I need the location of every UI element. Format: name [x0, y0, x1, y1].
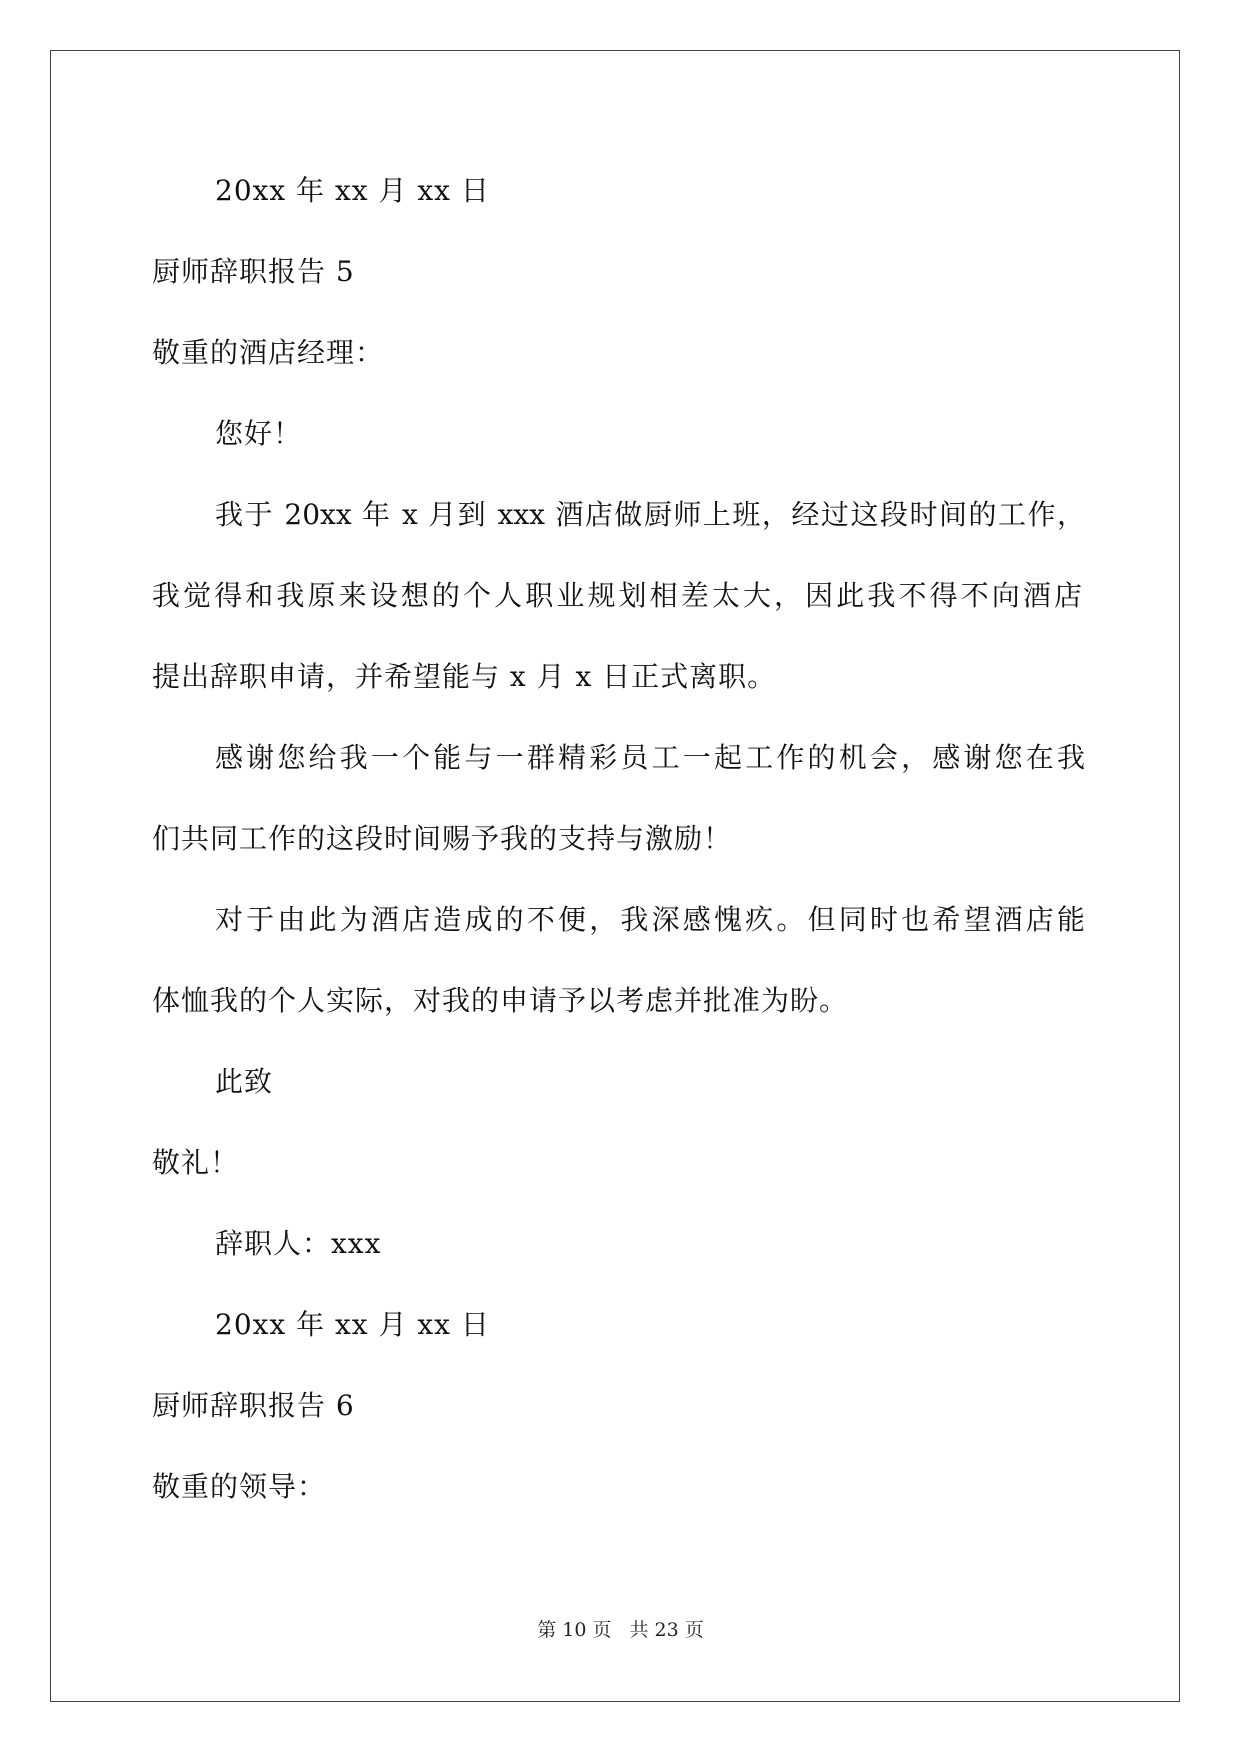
paragraph-3-line-2: 体恤我的个人实际，对我的申请予以考虑并批准为盼。	[152, 984, 849, 1017]
signature-line: 辞职人：xxx	[215, 1227, 382, 1260]
report-title-6: 厨师辞职报告 6	[152, 1389, 355, 1422]
paragraph-1-line-1: 我于 20xx 年 x 月到 xxx 酒店做厨师上班，经过这段时间的工作，	[215, 498, 1085, 531]
paragraph-1-line-2: 我觉得和我原来设想的个人职业规划相差太大，因此我不得不向酒店	[152, 579, 1082, 612]
page-number-total: 共 23 页	[629, 1619, 704, 1641]
salutation-leader: 敬重的领导：	[152, 1470, 327, 1503]
paragraph-3-line-1: 对于由此为酒店造成的不便，我深感愧疚。但同时也希望酒店能	[215, 903, 1085, 936]
closing-1: 此致	[215, 1065, 274, 1098]
paragraph-2-line-1: 感谢您给我一个能与一群精彩员工一起工作的机会，感谢您在我	[215, 741, 1085, 774]
page-footer	[0, 1618, 1241, 1642]
paragraph-2-line-2: 们共同工作的这段时间赐予我的支持与激励！	[152, 822, 733, 855]
page-number-current: 第 10 页	[537, 1619, 612, 1641]
date-line-1: 20xx 年 xx 月 xx 日	[215, 174, 490, 207]
report-title-5: 厨师辞职报告 5	[152, 255, 355, 288]
date-line-2: 20xx 年 xx 月 xx 日	[215, 1308, 490, 1341]
greeting: 您好！	[215, 417, 303, 450]
page-border	[50, 50, 1180, 1702]
salutation-manager: 敬重的酒店经理：	[152, 336, 385, 369]
paragraph-1-line-3: 提出辞职申请，并希望能与 x 月 x 日正式离职。	[152, 660, 777, 693]
closing-2: 敬礼！	[152, 1146, 240, 1179]
